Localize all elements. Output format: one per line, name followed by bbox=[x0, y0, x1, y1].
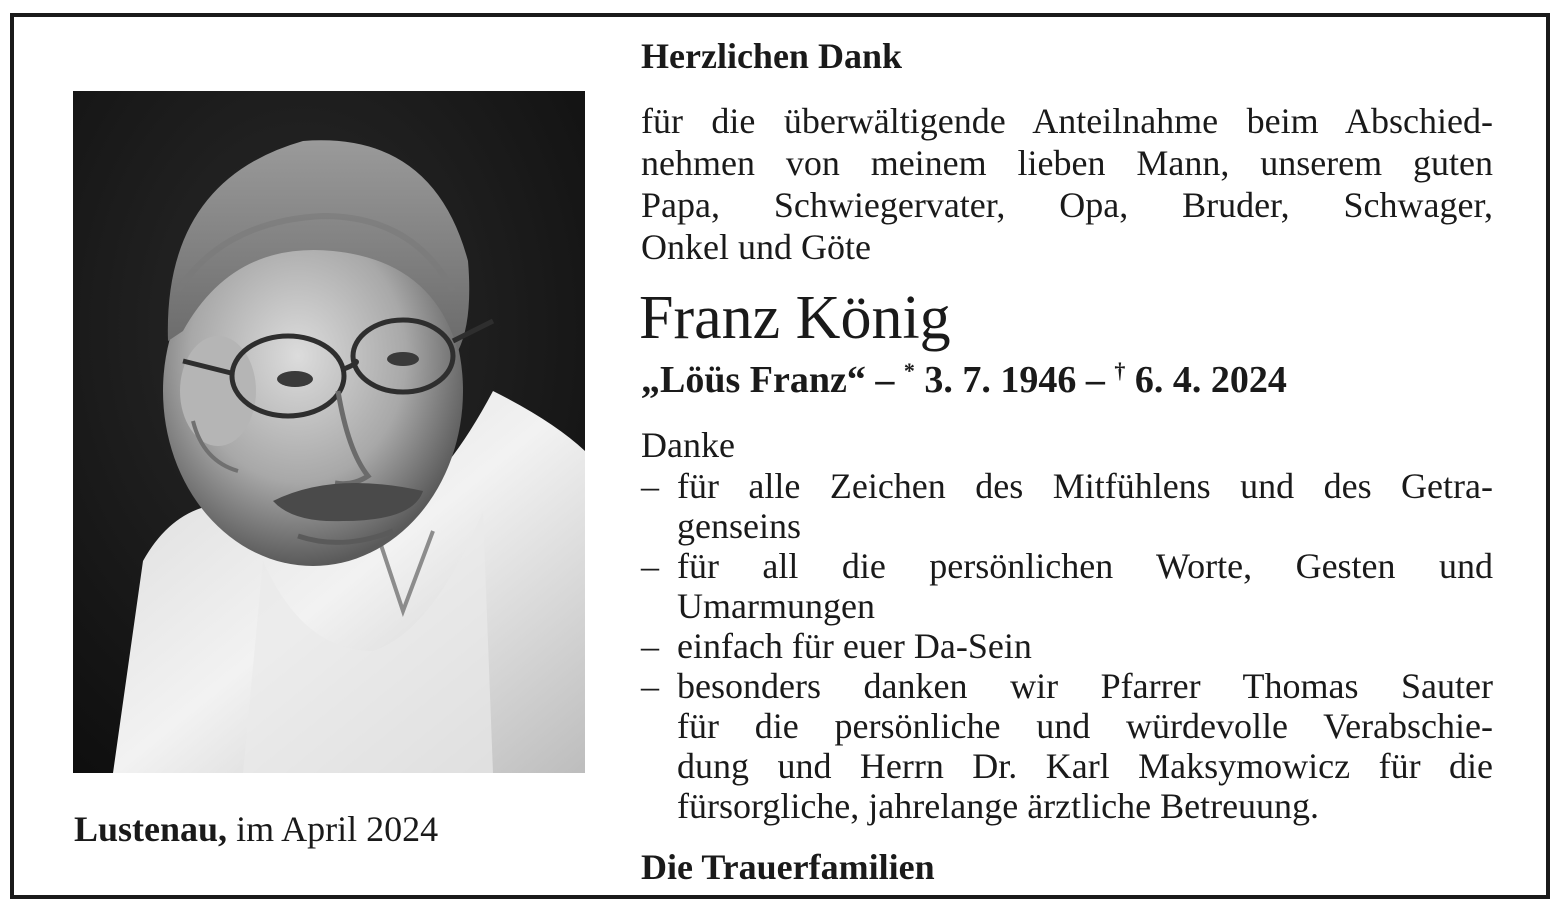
nickname: „Löüs Franz“ – bbox=[641, 359, 904, 401]
birth-date: 3. 7. 1946 – bbox=[914, 359, 1115, 401]
list-item-line: für die persönliche und würdevolle Verabschie- bbox=[677, 706, 1493, 746]
list-item-line: für all die persönlichen Worte, Gesten und bbox=[677, 546, 1493, 586]
signoff: Die Trauerfamilien bbox=[641, 847, 935, 887]
list-item-line: besonders danken wir Pfarrer Thomas Sauter bbox=[677, 666, 1493, 706]
danke-label: Danke bbox=[641, 425, 735, 465]
place-name: Lustenau, bbox=[74, 809, 228, 849]
list-item bbox=[641, 626, 1493, 666]
list-dash: – bbox=[641, 546, 659, 586]
intro-line: Onkel und Göte bbox=[641, 227, 871, 267]
list-item-line: Umarmungen bbox=[677, 586, 875, 626]
birth-symbol: * bbox=[903, 358, 915, 383]
list-item-line: genseins bbox=[677, 506, 801, 546]
list-item bbox=[641, 666, 1493, 826]
list-item-line: einfach für euer Da-Sein bbox=[677, 626, 1032, 666]
intro-line: Papa, Schwiegervater, Opa, Bruder, Schwager, bbox=[641, 185, 1493, 225]
intro-paragraph bbox=[641, 100, 1493, 268]
portrait-photo bbox=[73, 91, 585, 773]
death-symbol: † bbox=[1114, 358, 1126, 383]
thanks-list bbox=[641, 466, 1493, 826]
list-dash: – bbox=[641, 666, 659, 706]
place-date-line bbox=[74, 806, 438, 852]
date-text: im April 2024 bbox=[227, 809, 439, 849]
deceased-name: Franz König bbox=[639, 284, 951, 352]
intro-line: nehmen von meinem lieben Mann, unserem guten bbox=[641, 143, 1493, 183]
list-dash: – bbox=[641, 466, 659, 506]
list-item bbox=[641, 466, 1493, 546]
list-dash: – bbox=[641, 626, 659, 666]
list-item-line: dung und Herrn Dr. Karl Maksymowicz für die bbox=[677, 746, 1493, 786]
list-item bbox=[641, 546, 1493, 626]
life-dates bbox=[641, 356, 1287, 404]
death-date: 6. 4. 2024 bbox=[1125, 359, 1287, 401]
list-item-line: für alle Zeichen des Mitfühlens und des Getra- bbox=[677, 466, 1493, 506]
intro-line: für die überwältigende Anteilnahme beim Abschied- bbox=[641, 101, 1493, 141]
thanks-heading: Herzlichen Dank bbox=[641, 36, 902, 76]
list-item-line: fürsorgliche, jahrelange ärztliche Betreuung. bbox=[677, 786, 1320, 826]
